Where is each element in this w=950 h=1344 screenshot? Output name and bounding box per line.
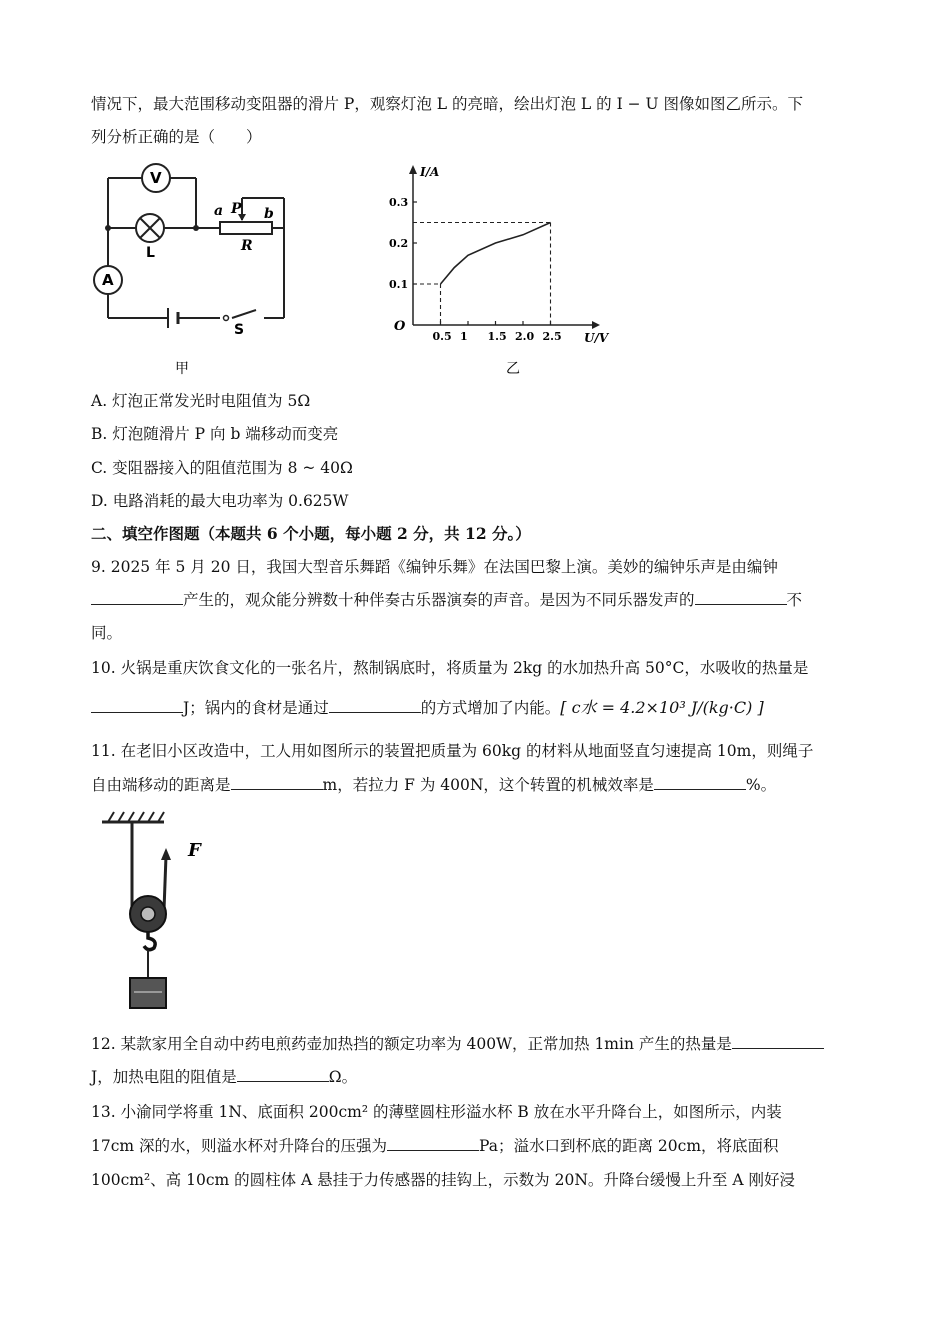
- x-tick-label: 0.5: [432, 330, 452, 343]
- caption-yi: 乙: [506, 361, 520, 377]
- x-axis-label: U/V: [584, 331, 609, 345]
- label-r: R: [241, 238, 253, 254]
- label-v: V: [150, 169, 162, 187]
- circuit-diagram: [88, 158, 348, 380]
- option-c[interactable]: C. 变阻器接入的阻值范围为 8 ~ 40Ω: [91, 459, 353, 477]
- q11-line-2: 自由端移动的距离是 m，若拉力 F 为 400N，这个转置的机械效率是 %。: [91, 776, 777, 794]
- pulley-diagram: [98, 810, 228, 1016]
- label-s: S: [234, 322, 245, 338]
- x-tick-label: 1: [460, 330, 468, 343]
- y-tick-label: 0.3: [389, 196, 409, 209]
- q11-blank-1[interactable]: [231, 775, 323, 790]
- option-a[interactable]: A. 灯泡正常发光时电阻值为 5Ω: [91, 392, 311, 410]
- q11-line-1: 11. 在老旧小区改造中，工人用如图所示的装置把质量为 60kg 的材料从地面竖直匀速提高 10m，则绳子: [91, 742, 814, 760]
- q12-line-2: J，加热电阻的阻值是 Ω。: [91, 1068, 358, 1086]
- q12-line-1: 12. 某款家用全自动中药电煎药壶加热挡的额定功率为 400W，正常加热 1min 产生的热量是: [91, 1032, 824, 1054]
- intro-line-1: 情况下，最大范围移动变阻器的滑片 P，观察灯泡 L 的亮暗，绘出灯泡 L 的 I − U 图像如图乙所示。下: [91, 95, 804, 113]
- label-a: A: [102, 271, 114, 289]
- q10-blank-2[interactable]: [329, 698, 421, 713]
- q11-blank-2[interactable]: [654, 775, 746, 790]
- q13-line-1: 13. 小渝同学将重 1N、底面积 200cm² 的薄壁圆柱形溢水杯 B 放在水平升降台上，如图所示，内装: [91, 1103, 782, 1121]
- iu-curve: [441, 223, 551, 285]
- option-d[interactable]: D. 电路消耗的最大电功率为 0.625W: [91, 492, 349, 510]
- q12-blank-1[interactable]: [732, 1034, 824, 1049]
- q9-blank-2[interactable]: [695, 590, 787, 605]
- x-tick-label: 1.5: [487, 330, 507, 343]
- y-tick-label: 0.2: [389, 237, 409, 250]
- x-tick-label: 2.0: [515, 330, 535, 343]
- y-axis-label: I/A: [420, 165, 440, 179]
- y-tick-label: 0.1: [389, 278, 409, 291]
- caption-jia: 甲: [175, 361, 189, 377]
- q10-line-2: J；锅内的食材是通过 的方式增加了内能。[ c水 = 4.2×10³ J/(kg·C) ]: [91, 695, 764, 718]
- q13-line-3: 100cm²、高 10cm 的圆柱体 A 悬挂于力传感器的挂钩上，示数为 20N。升降台缓慢上升至 A 刚好浸: [91, 1171, 795, 1189]
- q10-line-1: 10. 火锅是重庆饮食文化的一张名片，熬制锅底时，将质量为 2kg 的水加热升高 50°C，水吸收的热量是: [91, 659, 809, 677]
- origin-label: O: [394, 319, 406, 334]
- label-a-end: a: [214, 203, 224, 219]
- q12-blank-2[interactable]: [237, 1067, 329, 1082]
- q9-blank-1[interactable]: [91, 590, 183, 605]
- option-b[interactable]: B. 灯泡随滑片 P 向 b 端移动而变亮: [91, 425, 339, 443]
- q10-blank-1[interactable]: [91, 698, 183, 713]
- force-label-f: F: [188, 840, 201, 861]
- label-l: L: [146, 245, 155, 261]
- x-tick-label: 2.5: [542, 330, 562, 343]
- iu-graph: [386, 160, 618, 382]
- q13-blank-1[interactable]: [387, 1136, 479, 1151]
- q9-line-1: 9. 2025 年 5 月 20 日，我国大型音乐舞蹈《编钟乐舞》在法国巴黎上演。美妙的编钟乐声是由编钟: [91, 558, 778, 576]
- q9-line-2: 产生的，观众能分辨数十种伴奏古乐器演奏的声音。是因为不同乐器发声的 不: [91, 588, 802, 610]
- section-2-heading: 二、填空作图题（本题共 6 个小题，每小题 2 分，共 12 分。）: [91, 524, 531, 543]
- q10-formula: [ c水 = 4.2×10³ J/(kg·C) ]: [560, 698, 764, 717]
- intro-line-2: 列分析正确的是（ ）: [91, 128, 262, 146]
- q9-line-3: 同。: [91, 624, 123, 642]
- label-b-end: b: [264, 206, 274, 222]
- rheostat: [220, 222, 272, 234]
- q13-line-2: 17cm 深的水，则溢水杯对升降台的压强为 Pa；溢水口到杯底的距离 20cm，将底面积: [91, 1137, 779, 1155]
- label-p: P: [231, 201, 242, 217]
